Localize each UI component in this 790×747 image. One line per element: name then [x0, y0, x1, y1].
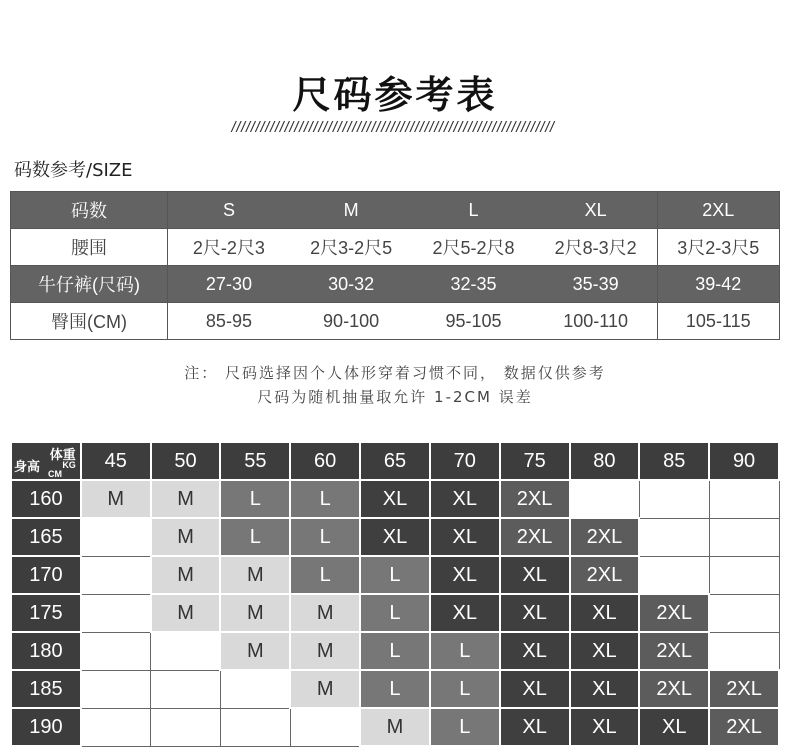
size-recommendation-cell: 2XL [570, 518, 640, 556]
size-cell: 2尺8-3尺2 [535, 229, 657, 266]
size-cell: 3尺2-3尺5 [657, 229, 779, 266]
size-cell: S [168, 192, 290, 229]
weight-header-cell: 70 [430, 442, 500, 480]
size-recommendation-cell: M [220, 632, 290, 670]
grid-corner-cell [11, 442, 81, 480]
size-recommendation-cell: XL [430, 556, 500, 594]
size-recommendation-cell: L [360, 594, 430, 632]
size-table-row [11, 192, 780, 229]
size-cell: 39-42 [657, 266, 779, 303]
size-recommendation-cell: M [81, 480, 151, 518]
size-recommendation-cell: XL [360, 518, 430, 556]
size-recommendation-cell [151, 708, 221, 746]
grid-row [11, 480, 779, 518]
size-recommendation-cell [151, 670, 221, 708]
size-recommendation-cell: 2XL [709, 670, 779, 708]
size-recommendation-cell: L [290, 556, 360, 594]
size-cell: L [412, 192, 534, 229]
size-row-label: 码数 [11, 192, 168, 229]
size-recommendation-cell: XL [430, 518, 500, 556]
size-recommendation-cell: M [151, 556, 221, 594]
size-recommendation-cell: XL [570, 594, 640, 632]
size-cell: XL [535, 192, 657, 229]
size-recommendation-cell [81, 708, 151, 746]
size-recommendation-cell: 2XL [570, 556, 640, 594]
size-recommendation-cell: M [290, 670, 360, 708]
size-recommendation-cell: 2XL [639, 594, 709, 632]
size-row-label: 牛仔裤(尺码) [11, 266, 168, 303]
size-recommendation-cell [709, 480, 779, 518]
size-cell: 32-35 [412, 266, 534, 303]
size-recommendation-cell [151, 632, 221, 670]
height-row-label: 175 [11, 594, 81, 632]
size-recommendation-cell: XL [500, 708, 570, 746]
weight-header-cell: 75 [500, 442, 570, 480]
size-cell: M [290, 192, 412, 229]
size-recommendation-cell: L [360, 632, 430, 670]
size-row-label: 臀围(CM) [11, 303, 168, 340]
size-recommendation-cell: M [220, 556, 290, 594]
size-recommendation-cell: XL [500, 632, 570, 670]
size-recommendation-cell: M [290, 632, 360, 670]
size-recommendation-cell: 2XL [639, 632, 709, 670]
corner-cm-label: CM [48, 469, 62, 479]
size-recommendation-cell [709, 594, 779, 632]
size-recommendation-cell [220, 670, 290, 708]
size-cell: 2尺3-2尺5 [290, 229, 412, 266]
size-recommendation-cell: L [220, 480, 290, 518]
size-recommendation-cell: 2XL [639, 670, 709, 708]
size-recommendation-cell: L [430, 708, 500, 746]
height-row-label: 185 [11, 670, 81, 708]
size-recommendation-cell: M [151, 480, 221, 518]
size-recommendation-cell: L [430, 670, 500, 708]
size-recommendation-cell: XL [639, 708, 709, 746]
size-recommendation-cell: L [290, 518, 360, 556]
size-cell: 90-100 [290, 303, 412, 340]
size-cell: 2XL [657, 192, 779, 229]
size-recommendation-cell [81, 670, 151, 708]
grid-row [11, 556, 779, 594]
size-recommendation-cell: M [220, 594, 290, 632]
grid-row [11, 670, 779, 708]
size-reference-table [10, 191, 780, 340]
size-recommendation-cell [81, 594, 151, 632]
note-line-1: 注： 尺码选择因个人体形穿着习惯不同， 数据仅供参考 [184, 364, 606, 382]
weight-header-cell: 80 [570, 442, 640, 480]
size-recommendation-cell: M [360, 708, 430, 746]
weight-header-cell: 90 [709, 442, 779, 480]
size-cell: 85-95 [168, 303, 290, 340]
size-recommendation-cell: XL [360, 480, 430, 518]
weight-header-cell: 60 [290, 442, 360, 480]
size-recommendation-cell: XL [500, 594, 570, 632]
size-recommendation-cell: XL [570, 632, 640, 670]
size-cell: 95-105 [412, 303, 534, 340]
size-recommendation-cell [709, 632, 779, 670]
size-recommendation-cell: XL [500, 670, 570, 708]
size-recommendation-cell [570, 480, 640, 518]
corner-weight-label: 体重 [49, 447, 76, 462]
size-table-row [11, 303, 780, 340]
size-recommendation-cell: XL [500, 556, 570, 594]
size-recommendation-cell: M [290, 594, 360, 632]
height-weight-size-grid [10, 441, 780, 747]
size-recommendation-cell: 2XL [709, 708, 779, 746]
corner-kg-label: KG [62, 460, 76, 470]
size-cell: 30-32 [290, 266, 412, 303]
size-recommendation-cell [290, 708, 360, 746]
size-recommendation-cell: XL [570, 670, 640, 708]
size-recommendation-cell: 2XL [500, 480, 570, 518]
size-table-row [11, 266, 780, 303]
height-row-label: 165 [11, 518, 81, 556]
size-recommendation-cell: L [360, 670, 430, 708]
size-cell: 27-30 [168, 266, 290, 303]
height-row-label: 190 [11, 708, 81, 746]
size-recommendation-cell [81, 556, 151, 594]
height-row-label: 170 [11, 556, 81, 594]
size-recommendation-cell [81, 518, 151, 556]
size-recommendation-cell [639, 480, 709, 518]
size-recommendation-cell: XL [430, 594, 500, 632]
size-table-row [11, 229, 780, 266]
decorative-slashes: /////////////////////////////////////////////////////////////////// [230, 120, 554, 135]
size-recommendation-cell: M [151, 518, 221, 556]
height-row-label: 180 [11, 632, 81, 670]
size-cell: 2尺5-2尺8 [412, 229, 534, 266]
grid-row [11, 708, 779, 746]
size-row-label: 腰围 [11, 229, 168, 266]
corner-height-label: 身高 [14, 459, 41, 474]
weight-header-cell: 85 [639, 442, 709, 480]
weight-header-cell: 45 [81, 442, 151, 480]
grid-row [11, 518, 779, 556]
weight-header-cell: 65 [360, 442, 430, 480]
size-cell: 105-115 [657, 303, 779, 340]
height-row-label: 160 [11, 480, 81, 518]
size-cell: 2尺-2尺3 [168, 229, 290, 266]
size-recommendation-cell [709, 518, 779, 556]
size-recommendation-cell [709, 556, 779, 594]
size-cell: 35-39 [535, 266, 657, 303]
size-recommendation-cell: XL [430, 480, 500, 518]
size-recommendation-cell: L [290, 480, 360, 518]
note-line-2: 尺码为随机抽量取允许 1-2CM 误差 [257, 388, 533, 406]
grid-row [11, 594, 779, 632]
size-recommendation-cell: M [151, 594, 221, 632]
size-recommendation-cell [639, 518, 709, 556]
size-recommendation-cell: L [360, 556, 430, 594]
size-recommendation-cell [220, 708, 290, 746]
size-recommendation-cell [639, 556, 709, 594]
grid-row [11, 632, 779, 670]
weight-header-cell: 50 [151, 442, 221, 480]
size-cell: 100-110 [535, 303, 657, 340]
weight-header-cell: 55 [220, 442, 290, 480]
grid-header-row [11, 442, 779, 480]
size-reference-subtitle: 码数参考/SIZE [14, 160, 133, 181]
size-recommendation-cell: XL [570, 708, 640, 746]
size-recommendation-cell: 2XL [500, 518, 570, 556]
page-title: 尺码参考表 [292, 73, 498, 117]
size-recommendation-cell [81, 632, 151, 670]
size-recommendation-cell: L [430, 632, 500, 670]
size-recommendation-cell: L [220, 518, 290, 556]
